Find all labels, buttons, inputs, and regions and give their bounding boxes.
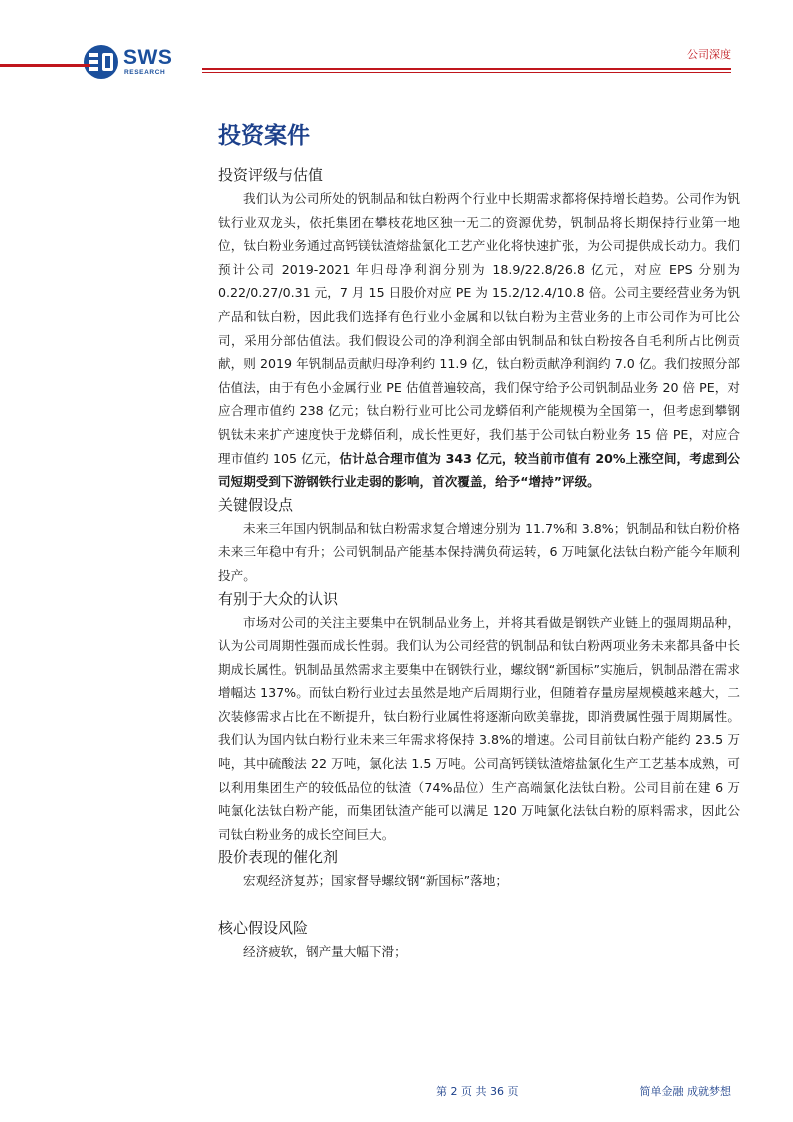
page-title: 投资案件 <box>218 123 310 149</box>
header-rule <box>202 68 731 70</box>
paragraph-bold-conclusion: 估计总合理市值为 343 亿元，较当前市值有 20%上涨空间，考虑到公司短期受到下游钢铁行业走弱的影响，首次覆盖，给予“增持”评级。 <box>218 450 741 490</box>
logo-subtext: RESEARCH <box>124 69 166 76</box>
section-heading: 股价表现的催化剂 <box>218 848 339 867</box>
paragraph-text: 我们认为公司所处的钒制品和钛白粉两个行业中长期需求都将保持增长趋势。公司作为钒钛行业双龙头，依托集团在攀枝花地区独一无二的资源优势，钒制品将长期保持行业第一地位，钛白粉业务通过高钙镁钛渣熔盐氯化工艺产业化将快速扩张，为公司提供成长动力。我们预计公司 2019-2021 年归母净利润分别为 18.9/22.8/26.8 亿元，对应 EPS 分别为 0.22/0.27/0.31 元，7 月 15 日股价对应 PE 为 15.2/12.4/10.8 倍。公司主要经营业务为钒产品和钛白粉，因此我们选择有色行业小金属和以钛白粉为主营业务的上市公司作为可比公司，采用分部估值法。我们假设公司的净利润全部由钒制品和钛白粉按各自毛利所占比例贡献，则 2019 年钒制品贡献归母净利约 11.9 亿，钛白粉贡献净利润约 7.0 亿。我们按照分部估值法，由于有色小金属行业 PE 估值普遍较高，我们保守给予公司钒制品业务 20 倍 PE，对应合理市值约 238 亿元；钛白粉行业可比公司龙蟒佰利产能规模为全国第一，但考虑到攀钢钒钛未来扩产速度快于龙蟒佰利，成长性更好，我们基于公司钛白粉业务 15 倍 PE，对应合理市值约 105 亿元， <box>218 191 740 466</box>
report-type-tag: 公司深度 <box>687 48 731 61</box>
header-rule-thin <box>202 72 731 73</box>
sws-logo <box>83 44 183 84</box>
header-rule-left <box>0 64 90 67</box>
section-paragraph: 宏观经济复苏；国家督导螺纹钢“新国标”落地； <box>243 873 508 889</box>
main-content <box>218 116 740 964</box>
section-paragraph: 经济疲软，钢产量大幅下滑； <box>243 944 407 960</box>
footer-slogan: 简单金融 成就梦想 <box>639 1085 731 1098</box>
page-number: 第 2 页 共 36 页 <box>436 1085 519 1098</box>
section-paragraph <box>218 187 740 494</box>
section-paragraph: 未来三年国内钒制品和钛白粉需求复合增速分别为 11.7%和 3.8%；钒制品和钛白粉价格未来三年稳中有升；公司钒制品产能基本保持满负荷运转，6 万吨氯化法钛白粉产能今年顺利投产。 <box>218 520 740 583</box>
sws-logo-mark-icon <box>83 44 119 80</box>
section-heading: 关键假设点 <box>218 495 294 514</box>
section-paragraph: 市场对公司的关注主要集中在钒制品业务上，并将其看做是钢铁产业链上的强周期品种，认为公司周期性强而成长性弱。我们认为公司经营的钒制品和钛白粉两项业务未来都具备中长期成长属性。钒制品虽然需求主要集中在钢铁行业，螺纹钢“新国标”实施后，钒制品潜在需求增幅达 137%。而钛白粉行业过去虽然是地产后周期行业，但随着存量房屋规模越来越大，二次装修需求占比在不断提升，钛白粉行业属性将逐渐向欧美靠拢，即消费属性强于周期属性。我们认为国内钛白粉行业未来三年需求将保持 3.8%的增速。公司目前钛白粉产能约 23.5 万吨，其中硫酸法 22 万吨，氯化法 1.5 万吨。公司高钙镁钛渣熔盐氯化生产工艺基本成熟，可以利用集团生产的较低品位的钛渣（74%品位）生产高端氯化法钛白粉。公司目前在建 6 万吨氯化法钛白粉产能，而集团钛渣产能可以满足 120 万吨氯化法钛白粉的原料需求，因此公司钛白粉业务的成长空间巨大。 <box>218 614 740 842</box>
section-heading: 核心假设风险 <box>218 919 309 938</box>
section-heading: 有别于大众的认识 <box>218 589 339 608</box>
section-heading: 投资评级与估值 <box>218 166 324 184</box>
logo-text: SWS <box>123 46 173 69</box>
